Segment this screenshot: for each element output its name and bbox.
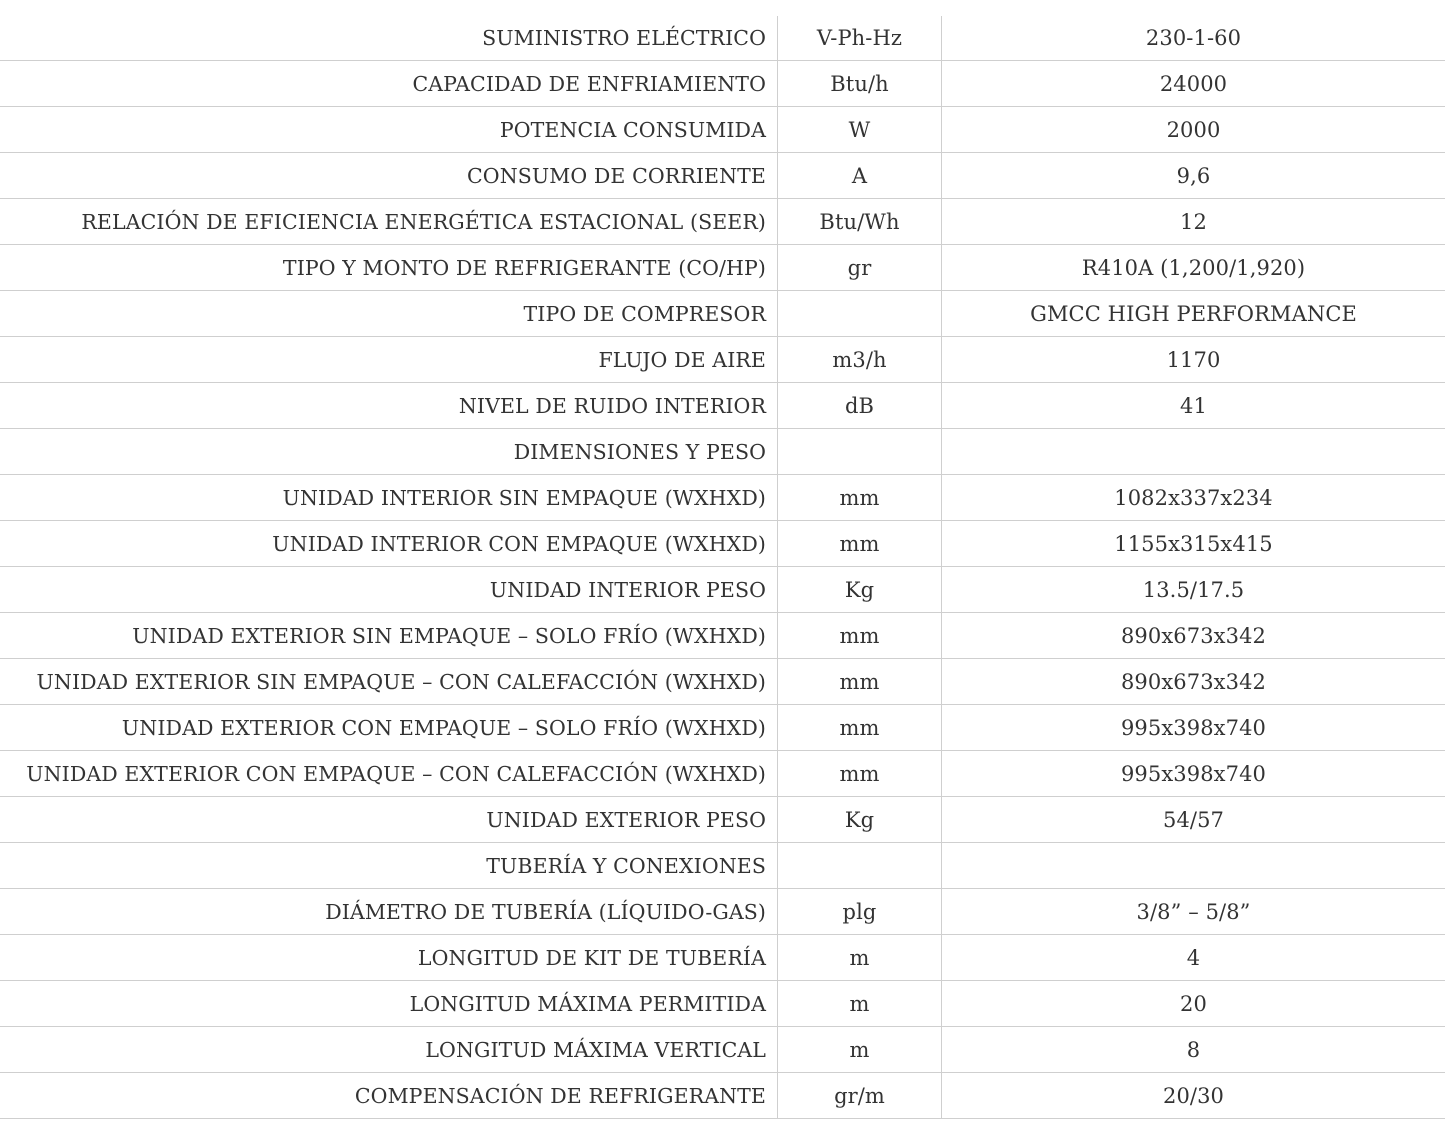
spec-unit: mm — [777, 475, 941, 520]
spec-label: UNIDAD INTERIOR PESO — [489, 577, 766, 602]
spec-label: TIPO DE COMPRESOR — [523, 301, 766, 326]
spec-unit — [777, 843, 941, 888]
spec-value: 230-1-60 — [941, 16, 1445, 60]
spec-unit: Btu/Wh — [777, 199, 941, 244]
spec-unit: m — [777, 1027, 941, 1072]
spec-label: UNIDAD INTERIOR CON EMPAQUE (WXHXD) — [272, 531, 766, 556]
spec-value: 890x673x342 — [941, 613, 1445, 658]
spec-value: 12 — [941, 199, 1445, 244]
spec-unit: mm — [777, 659, 941, 704]
spec-unit: plg — [777, 889, 941, 934]
spec-unit: gr — [777, 245, 941, 290]
table-row — [0, 199, 1445, 245]
spec-label: UNIDAD EXTERIOR PESO — [486, 807, 766, 832]
spec-label: TIPO Y MONTO DE REFRIGERANTE (CO/HP) — [282, 255, 766, 280]
table-row — [0, 383, 1445, 429]
table-row — [0, 935, 1445, 981]
spec-value: 2000 — [941, 107, 1445, 152]
spec-unit: W — [777, 107, 941, 152]
spec-unit: Btu/h — [777, 61, 941, 106]
table-row — [0, 61, 1445, 107]
spec-unit: dB — [777, 383, 941, 428]
spec-unit — [777, 291, 941, 336]
spec-unit: A — [777, 153, 941, 198]
spec-label: LONGITUD DE KIT DE TUBERÍA — [417, 945, 766, 970]
table-row — [0, 521, 1445, 567]
spec-value: 54/57 — [941, 797, 1445, 842]
spec-unit: Kg — [777, 567, 941, 612]
spec-value: 9,6 — [941, 153, 1445, 198]
spec-value: 41 — [941, 383, 1445, 428]
table-row — [0, 981, 1445, 1027]
table-row — [0, 797, 1445, 843]
spec-label: RELACIÓN DE EFICIENCIA ENERGÉTICA ESTACIONAL (SEER) — [81, 209, 766, 234]
spec-value: 995x398x740 — [941, 751, 1445, 796]
spec-label: CONSUMO DE CORRIENTE — [467, 163, 766, 188]
spec-value: 1082x337x234 — [941, 475, 1445, 520]
spec-value: GMCC HIGH PERFORMANCE — [941, 291, 1445, 336]
spec-label: NIVEL DE RUIDO INTERIOR — [458, 393, 766, 418]
table-row — [0, 153, 1445, 199]
spec-label: COMPENSACIÓN DE REFRIGERANTE — [354, 1083, 766, 1108]
spec-label: FLUJO DE AIRE — [598, 347, 766, 372]
spec-value: 1170 — [941, 337, 1445, 382]
spec-value: 13.5/17.5 — [941, 567, 1445, 612]
section-header-row — [0, 843, 1445, 889]
section-label: TUBERÍA Y CONEXIONES — [486, 853, 766, 878]
spec-label: LONGITUD MÁXIMA PERMITIDA — [409, 991, 766, 1016]
spec-unit: m — [777, 981, 941, 1026]
spec-label: POTENCIA CONSUMIDA — [499, 117, 766, 142]
spec-label: UNIDAD EXTERIOR CON EMPAQUE – SOLO FRÍO (WXHXD) — [121, 715, 766, 740]
spec-unit: Kg — [777, 797, 941, 842]
spec-value: 1155x315x415 — [941, 521, 1445, 566]
table-row — [0, 659, 1445, 705]
table-row — [0, 291, 1445, 337]
table-row — [0, 107, 1445, 153]
spec-value: 20 — [941, 981, 1445, 1026]
spec-label: UNIDAD EXTERIOR SIN EMPAQUE – CON CALEFACCIÓN (WXHXD) — [36, 669, 766, 694]
spec-unit: gr/m — [777, 1073, 941, 1118]
table-row — [0, 337, 1445, 383]
spec-value — [941, 843, 1445, 888]
spec-value — [941, 429, 1445, 474]
spec-value: 24000 — [941, 61, 1445, 106]
table-row — [0, 751, 1445, 797]
spec-unit: mm — [777, 613, 941, 658]
spec-label: UNIDAD EXTERIOR CON EMPAQUE – CON CALEFACCIÓN (WXHXD) — [26, 761, 766, 786]
spec-label: LONGITUD MÁXIMA VERTICAL — [425, 1037, 766, 1062]
spec-value: 3/8” – 5/8” — [941, 889, 1445, 934]
spec-value: R410A (1,200/1,920) — [941, 245, 1445, 290]
spec-label: CAPACIDAD DE ENFRIAMIENTO — [412, 71, 766, 96]
table-row — [0, 1073, 1445, 1119]
spec-unit: mm — [777, 521, 941, 566]
spec-unit: m — [777, 935, 941, 980]
table-row — [0, 1027, 1445, 1073]
spec-label: SUMINISTRO ELÉCTRICO — [482, 26, 766, 50]
section-header-row — [0, 429, 1445, 475]
table-row — [0, 889, 1445, 935]
spec-value: 20/30 — [941, 1073, 1445, 1118]
table-row — [0, 475, 1445, 521]
table-row — [0, 245, 1445, 291]
table-row — [0, 705, 1445, 751]
spec-unit: mm — [777, 705, 941, 750]
spec-unit: m3/h — [777, 337, 941, 382]
table-row — [0, 567, 1445, 613]
spec-value: 4 — [941, 935, 1445, 980]
spec-label: UNIDAD INTERIOR SIN EMPAQUE (WXHXD) — [282, 485, 766, 510]
spec-value: 890x673x342 — [941, 659, 1445, 704]
section-label: DIMENSIONES Y PESO — [513, 439, 766, 464]
spec-unit — [777, 429, 941, 474]
spec-value: 8 — [941, 1027, 1445, 1072]
spec-unit: V-Ph-Hz — [777, 16, 941, 60]
spec-value: 995x398x740 — [941, 705, 1445, 750]
table-row — [0, 613, 1445, 659]
table-row — [0, 16, 1445, 61]
specifications-table — [0, 16, 1445, 1119]
spec-label: UNIDAD EXTERIOR SIN EMPAQUE – SOLO FRÍO (WXHXD) — [132, 623, 766, 648]
spec-unit: mm — [777, 751, 941, 796]
spec-label: DIÁMETRO DE TUBERÍA (LÍQUIDO-GAS) — [325, 899, 766, 924]
